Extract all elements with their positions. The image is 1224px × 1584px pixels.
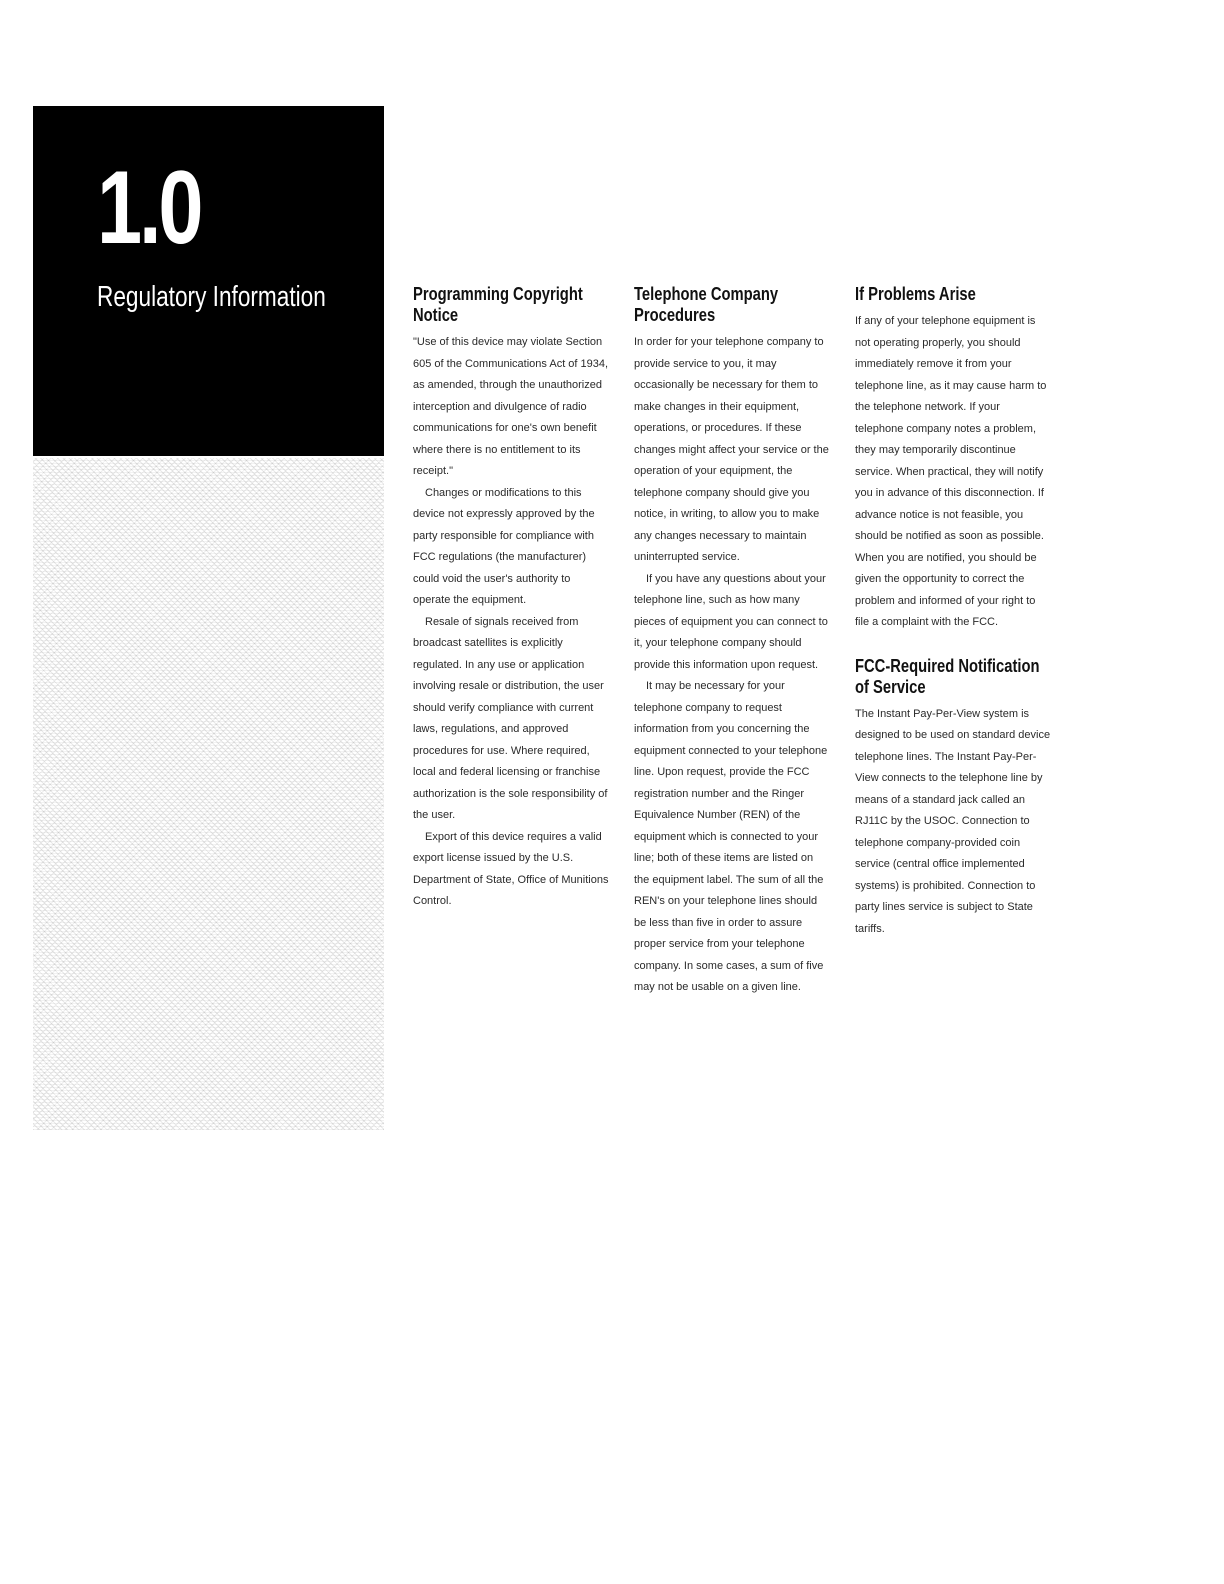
paragraph: Resale of signals received from broadcast satellites is explicitly regulated. In any use or application involving resale or distribution, the user should verify compliance with current laws, regulations, and approved procedures for use. Where required, local and federal licensing or franchise authorization is the sole responsibility of the user. <box>413 615 608 821</box>
column-telephone-procedures <box>634 284 830 999</box>
column-problems-and-fcc <box>855 284 1051 940</box>
paragraph: Changes or modifications to this device not expressly approved by the party responsible for compliance with FCC regulations (the manufacturer) could void the user's authority to operate the equipment. <box>413 486 595 606</box>
section-number: 1.0 <box>97 150 201 266</box>
column-programming-copyright <box>413 284 609 913</box>
paragraph: If any of your telephone equipment is not operating properly, you should immediately remove it from your telephone line, as it may cause harm to the telephone network. If your telephone company notes a problem, they may temporarily discontinue service. When practical, they will notify you in advance of this disconnection. If advance notice is not feasible, you should be notified as soon as possible. When you are notified, you should be given the opportunity to correct the problem and informed of your right to file a complaint with the FCC. <box>855 315 1047 628</box>
paragraph: The Instant Pay-Per-View system is designed to be used on standard device telephone lines. The Instant Pay-Per-View connects to the telephone line by means of a standard jack called an RJ11C by the USOC. Connection to telephone company-provided coin service (central office implemented systems) is prohibited. Connection to party lines service is subject to State tariffs. <box>855 707 1051 935</box>
paragraph: If you have any questions about your telephone line, such as how many pieces of equipment you can connect to it, your telephone company should provide this information upon request. <box>634 572 828 671</box>
paragraph: It may be necessary for your telephone company to request information from you concerning the equipment connected to your telephone line. Upon request, provide the FCC registration number and the Ringer Equivalence Number (REN) of the equipment which is connected to your line; both of these items are listed on the equipment label. The sum of all the REN's on your telephone lines should be less than five in order to assure proper service from your telephone company. In some cases, a sum of five may not be usable on a given line. <box>634 680 828 993</box>
paragraph: Export of this device requires a valid export license issued by the U.S. Department of State, Office of Munitions Control. <box>413 830 609 907</box>
paragraph: "Use of this device may violate Section 605 of the Communications Act of 1934, as amended, through the unauthorized interception and divulgence of radio communications for one's own benefit where there is no entitlement to its receipt." <box>413 336 609 477</box>
section-title: Regulatory Information <box>97 281 326 313</box>
section-header-block <box>33 106 384 456</box>
halftone-image <box>33 458 384 1130</box>
paragraph: In order for your telephone company to provide service to you, it may occasionally be necessary for them to make changes in their equipment, operations, or procedures. If these changes might affect your service or the operation of your equipment, the telephone company should give you notice, in writing, to allow you to make any changes necessary to maintain uninterrupted service. <box>634 336 829 563</box>
heading-programming-copyright: Programming Copyright Notice <box>413 284 583 325</box>
heading-telephone-procedures: Telephone Company Procedures <box>634 284 779 325</box>
heading-if-problems-arise: If Problems Arise <box>855 284 976 304</box>
heading-fcc-notification: FCC-Required Notification of Service <box>855 655 1040 697</box>
